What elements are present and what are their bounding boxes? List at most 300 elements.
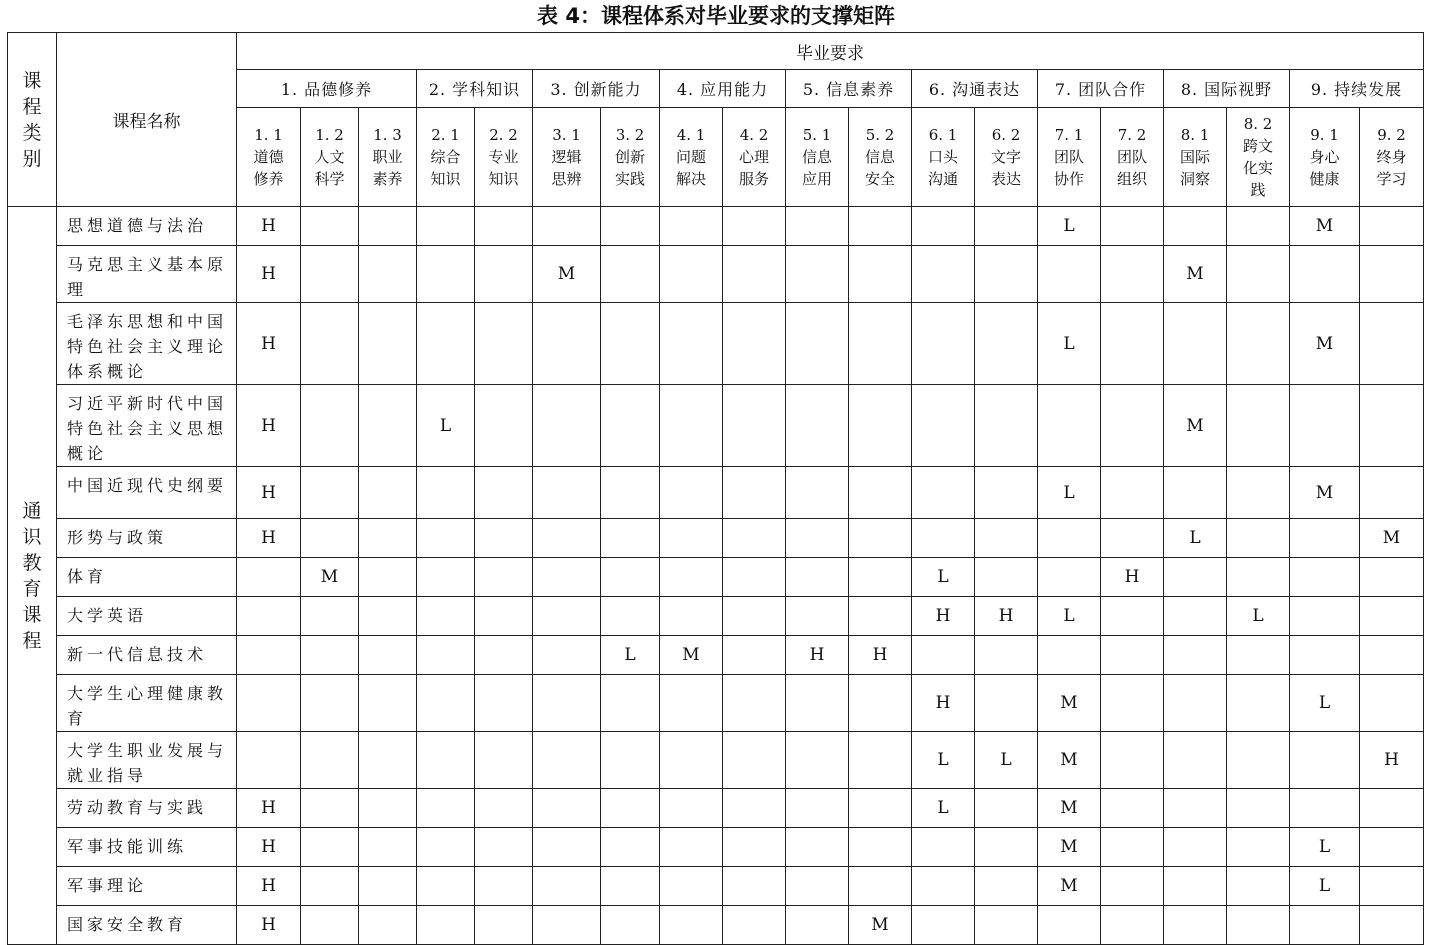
matrix-cell (301, 828, 359, 867)
matrix-cell: M (1164, 385, 1227, 467)
matrix-cell (723, 207, 786, 246)
sub-requirement-header (601, 108, 660, 207)
matrix-cell (786, 732, 849, 789)
matrix-cell (359, 558, 417, 597)
matrix-cell: H (786, 636, 849, 675)
sub-requirement-header (1290, 108, 1360, 207)
matrix-cell (723, 675, 786, 732)
sub-requirement-line: 信息 (801, 148, 832, 166)
matrix-cell (359, 906, 417, 945)
course-name-cell: 体育 (57, 558, 237, 597)
matrix-cell (1227, 732, 1290, 789)
matrix-cell (975, 558, 1038, 597)
matrix-cell (533, 207, 601, 246)
sub-requirement-line: 5. 2 (865, 126, 895, 144)
matrix-cell (475, 558, 533, 597)
matrix-cell (849, 732, 912, 789)
matrix-cell (723, 867, 786, 906)
matrix-cell (301, 303, 359, 385)
matrix-cell (1360, 597, 1424, 636)
matrix-cell (533, 519, 601, 558)
matrix-cell (723, 467, 786, 519)
matrix-cell (1360, 867, 1424, 906)
matrix-cell (849, 597, 912, 636)
matrix-cell (1290, 558, 1360, 597)
matrix-cell (1038, 385, 1101, 467)
matrix-cell (1101, 385, 1164, 467)
matrix-cell (1290, 246, 1360, 303)
matrix-cell (849, 789, 912, 828)
matrix-cell (237, 732, 301, 789)
matrix-cell: M (1038, 675, 1101, 732)
requirement-group-header: 5. 信息素养 (786, 70, 912, 108)
table-row (8, 867, 1424, 906)
table-row (8, 597, 1424, 636)
matrix-cell: H (237, 519, 301, 558)
requirement-group-header: 7. 团队合作 (1038, 70, 1164, 108)
matrix-cell (1164, 732, 1227, 789)
matrix-cell (533, 467, 601, 519)
table-row (8, 385, 1424, 467)
matrix-cell (601, 303, 660, 385)
matrix-cell (786, 558, 849, 597)
matrix-cell (786, 789, 849, 828)
matrix-cell: L (1038, 207, 1101, 246)
course-name-cell: 毛泽东思想和中国特色社会主义理论体系概论 (57, 303, 237, 385)
matrix-cell (1227, 303, 1290, 385)
matrix-cell (533, 558, 601, 597)
matrix-cell: L (1227, 597, 1290, 636)
matrix-cell (1101, 636, 1164, 675)
matrix-cell (1101, 467, 1164, 519)
graduation-requirements-header: 毕业要求 (237, 33, 1424, 70)
sub-requirement-line: 2. 2 (489, 126, 518, 144)
matrix-cell (359, 303, 417, 385)
matrix-cell (1290, 385, 1360, 467)
matrix-cell (912, 303, 975, 385)
course-name-cell: 大学英语 (57, 597, 237, 636)
sub-requirement-line: 团队 (1053, 148, 1084, 166)
matrix-cell (475, 906, 533, 945)
matrix-cell: H (237, 789, 301, 828)
matrix-cell: H (237, 467, 301, 519)
matrix-cell (533, 636, 601, 675)
sub-requirement-line: 1. 2 (315, 126, 344, 144)
sub-requirement-line: 7. 2 (1117, 126, 1147, 144)
matrix-cell (1164, 558, 1227, 597)
category-cell-char: 育 (22, 577, 42, 600)
matrix-cell (975, 636, 1038, 675)
sub-requirement-line: 组织 (1116, 170, 1147, 188)
matrix-cell (359, 675, 417, 732)
sub-requirement-line: 化实 (1242, 159, 1273, 177)
matrix-cell (849, 246, 912, 303)
sub-requirement-line: 实践 (614, 170, 645, 188)
category-header-char: 程 (22, 95, 42, 118)
category-cell-char: 通 (22, 499, 42, 522)
matrix-cell (1164, 597, 1227, 636)
matrix-cell (1164, 303, 1227, 385)
sub-requirement-line: 道德 (253, 148, 284, 166)
sub-requirement-line: 口头 (927, 148, 958, 166)
matrix-cell (723, 519, 786, 558)
matrix-cell (660, 906, 723, 945)
matrix-cell (660, 789, 723, 828)
matrix-cell: M (1038, 828, 1101, 867)
matrix-cell (723, 906, 786, 945)
matrix-cell (786, 906, 849, 945)
sub-requirement-line: 4. 2 (739, 126, 769, 144)
matrix-cell (1227, 867, 1290, 906)
matrix-cell: H (237, 828, 301, 867)
matrix-cell (417, 246, 475, 303)
matrix-cell (417, 867, 475, 906)
matrix-cell (1290, 906, 1360, 945)
matrix-cell (786, 303, 849, 385)
sub-requirement-line: 专业 (488, 148, 519, 166)
matrix-cell (1360, 303, 1424, 385)
matrix-cell (1290, 597, 1360, 636)
header-row-requirements (8, 33, 1424, 70)
matrix-cell (1164, 207, 1227, 246)
matrix-cell (601, 732, 660, 789)
table-row (8, 906, 1424, 945)
category-cell-char: 程 (22, 629, 42, 652)
matrix-cell (1360, 636, 1424, 675)
course-name-cell: 劳动教育与实践 (57, 789, 237, 828)
matrix-cell (1227, 906, 1290, 945)
matrix-cell (359, 828, 417, 867)
matrix-cell (912, 246, 975, 303)
matrix-cell (1164, 467, 1227, 519)
requirement-group-header: 3. 创新能力 (533, 70, 660, 108)
course-name-cell: 大学生心理健康教育 (57, 675, 237, 732)
matrix-cell (1101, 207, 1164, 246)
matrix-cell (1290, 732, 1360, 789)
matrix-cell (601, 385, 660, 467)
matrix-cell (1227, 675, 1290, 732)
sub-requirement-line: 2. 1 (431, 126, 460, 144)
matrix-cell (359, 732, 417, 789)
sub-requirement-line: 沟通 (927, 170, 958, 188)
matrix-cell: M (1038, 867, 1101, 906)
sub-requirement-line: 健康 (1309, 170, 1340, 188)
matrix-cell (723, 246, 786, 303)
requirement-group-header: 2. 学科知识 (417, 70, 533, 108)
matrix-cell (475, 467, 533, 519)
course-name-cell: 新一代信息技术 (57, 636, 237, 675)
matrix-cell (533, 867, 601, 906)
sub-requirement-header (723, 108, 786, 207)
matrix-cell (1360, 246, 1424, 303)
course-name-cell: 军事技能训练 (57, 828, 237, 867)
category-header-char: 类 (22, 121, 42, 144)
matrix-cell (601, 597, 660, 636)
sub-requirement-line: 团队 (1116, 148, 1147, 166)
matrix-cell (359, 385, 417, 467)
matrix-cell (660, 675, 723, 732)
matrix-cell (1227, 467, 1290, 519)
matrix-cell (301, 246, 359, 303)
sub-requirement-line: 1. 1 (254, 126, 283, 144)
requirement-group-header: 4. 应用能力 (660, 70, 786, 108)
sub-requirement-header (660, 108, 723, 207)
table-row (8, 519, 1424, 558)
matrix-cell (1038, 558, 1101, 597)
matrix-cell (533, 906, 601, 945)
matrix-cell (975, 246, 1038, 303)
matrix-cell (849, 558, 912, 597)
matrix-cell (359, 597, 417, 636)
course-name-cell: 中国近现代史纲要 (57, 467, 237, 519)
matrix-cell (975, 675, 1038, 732)
matrix-cell (475, 828, 533, 867)
matrix-cell (601, 558, 660, 597)
matrix-cell (417, 558, 475, 597)
matrix-cell (475, 675, 533, 732)
sub-requirement-line: 科学 (314, 170, 345, 188)
matrix-cell (475, 303, 533, 385)
table-row (8, 207, 1424, 246)
sub-requirement-line: 9. 1 (1310, 126, 1339, 144)
sub-requirement-line: 身心 (1309, 148, 1340, 166)
matrix-cell (660, 558, 723, 597)
matrix-cell: M (1360, 519, 1424, 558)
matrix-cell (912, 207, 975, 246)
matrix-cell (660, 867, 723, 906)
matrix-cell: L (601, 636, 660, 675)
matrix-cell (1360, 789, 1424, 828)
matrix-cell (660, 732, 723, 789)
sub-requirement-line: 表达 (990, 170, 1021, 188)
matrix-cell (1360, 385, 1424, 467)
category-header-char: 别 (22, 147, 42, 170)
sub-requirement-header (912, 108, 975, 207)
matrix-cell (1038, 519, 1101, 558)
matrix-cell (601, 675, 660, 732)
matrix-cell (417, 828, 475, 867)
matrix-cell (1227, 385, 1290, 467)
matrix-cell (849, 467, 912, 519)
matrix-cell (417, 303, 475, 385)
matrix-cell (723, 558, 786, 597)
matrix-cell (1360, 906, 1424, 945)
matrix-cell: M (1038, 789, 1101, 828)
matrix-cell (723, 789, 786, 828)
table-row (8, 303, 1424, 385)
matrix-cell: H (237, 207, 301, 246)
matrix-cell (786, 675, 849, 732)
matrix-cell (601, 906, 660, 945)
matrix-cell (601, 519, 660, 558)
matrix-cell (723, 385, 786, 467)
course-name-cell: 国家安全教育 (57, 906, 237, 945)
matrix-cell (359, 467, 417, 519)
matrix-cell (301, 732, 359, 789)
matrix-cell (237, 558, 301, 597)
matrix-cell (1360, 207, 1424, 246)
matrix-cell (723, 636, 786, 675)
matrix-cell (1038, 906, 1101, 945)
matrix-cell: H (237, 385, 301, 467)
sub-requirement-header (849, 108, 912, 207)
matrix-cell (475, 636, 533, 675)
matrix-cell: M (301, 558, 359, 597)
matrix-cell (912, 867, 975, 906)
sub-requirement-line: 学习 (1376, 170, 1407, 188)
matrix-cell (237, 675, 301, 732)
course-name-cell: 形势与政策 (57, 519, 237, 558)
matrix-cell: H (237, 246, 301, 303)
matrix-cell (660, 597, 723, 636)
matrix-cell (533, 789, 601, 828)
matrix-cell (301, 207, 359, 246)
category-cell (8, 207, 57, 945)
matrix-cell (975, 467, 1038, 519)
category-header-char: 课 (22, 69, 42, 92)
matrix-cell (1227, 636, 1290, 675)
sub-requirement-header (237, 108, 301, 207)
matrix-cell (1360, 675, 1424, 732)
table-row (8, 467, 1424, 519)
matrix-cell (533, 675, 601, 732)
sub-requirement-header (1101, 108, 1164, 207)
sub-requirement-line: 7. 1 (1054, 126, 1084, 144)
sub-requirement-header (417, 108, 475, 207)
matrix-cell (912, 828, 975, 867)
matrix-cell: L (417, 385, 475, 467)
matrix-cell (1227, 519, 1290, 558)
sub-requirement-line: 国际 (1179, 148, 1210, 166)
matrix-cell: M (1290, 207, 1360, 246)
matrix-cell (1290, 519, 1360, 558)
course-name-cell: 思想道德与法治 (57, 207, 237, 246)
sub-requirement-header (1360, 108, 1424, 207)
matrix-cell (786, 467, 849, 519)
matrix-cell (723, 828, 786, 867)
sub-requirement-line: 服务 (738, 170, 769, 188)
matrix-cell: M (1290, 303, 1360, 385)
sub-requirement-line: 安全 (864, 170, 895, 188)
matrix-cell (975, 385, 1038, 467)
matrix-cell: H (849, 636, 912, 675)
matrix-cell (417, 789, 475, 828)
matrix-cell (1038, 246, 1101, 303)
matrix-cell (601, 828, 660, 867)
matrix-cell (533, 303, 601, 385)
matrix-cell: H (237, 906, 301, 945)
sub-requirement-line: 6. 2 (991, 126, 1021, 144)
sub-requirement-line: 修养 (253, 170, 284, 188)
matrix-cell (359, 519, 417, 558)
matrix-cell: M (1038, 732, 1101, 789)
table-row (8, 789, 1424, 828)
matrix-cell (912, 636, 975, 675)
matrix-cell (359, 867, 417, 906)
sub-requirement-line: 9. 2 (1377, 126, 1406, 144)
matrix-cell (660, 828, 723, 867)
matrix-cell (417, 597, 475, 636)
matrix-cell: L (975, 732, 1038, 789)
sub-requirement-header (359, 108, 417, 207)
sub-requirement-line: 文字 (990, 148, 1021, 166)
sub-requirement-line: 洞察 (1179, 170, 1210, 188)
matrix-cell (475, 207, 533, 246)
matrix-cell: M (660, 636, 723, 675)
matrix-cell (301, 519, 359, 558)
matrix-cell (849, 828, 912, 867)
matrix-cell (1101, 789, 1164, 828)
matrix-cell (301, 867, 359, 906)
matrix-cell (660, 467, 723, 519)
matrix-cell (601, 207, 660, 246)
matrix-cell (1101, 246, 1164, 303)
matrix-cell (237, 597, 301, 636)
matrix-cell (301, 467, 359, 519)
matrix-cell (359, 207, 417, 246)
sub-requirement-line: 5. 1 (802, 126, 832, 144)
matrix-cell (786, 385, 849, 467)
sub-requirement-line: 综合 (430, 148, 461, 166)
matrix-cell (601, 867, 660, 906)
matrix-cell (475, 867, 533, 906)
requirement-group-header: 1. 品德修养 (237, 70, 417, 108)
matrix-cell: L (1038, 303, 1101, 385)
matrix-cell (1101, 732, 1164, 789)
sub-requirement-line: 解决 (675, 170, 706, 188)
table-title: 表 4：课程体系对毕业要求的支撑矩阵 (537, 4, 895, 28)
matrix-cell (1360, 828, 1424, 867)
matrix-cell: H (975, 597, 1038, 636)
matrix-cell: M (1290, 467, 1360, 519)
matrix-cell (660, 303, 723, 385)
sub-requirement-line: 素养 (372, 170, 403, 188)
matrix-cell (533, 597, 601, 636)
matrix-cell (475, 385, 533, 467)
matrix-cell (533, 732, 601, 789)
matrix-cell (975, 906, 1038, 945)
matrix-cell (1101, 867, 1164, 906)
matrix-cell: M (533, 246, 601, 303)
matrix-cell (912, 906, 975, 945)
sub-requirement-line: 1. 3 (373, 126, 402, 144)
matrix-cell: H (1360, 732, 1424, 789)
matrix-cell (475, 519, 533, 558)
matrix-cell (660, 246, 723, 303)
requirement-group-header: 6. 沟通表达 (912, 70, 1038, 108)
matrix-cell (660, 519, 723, 558)
matrix-cell (1101, 675, 1164, 732)
matrix-cell (849, 303, 912, 385)
support-matrix-table (7, 32, 1424, 945)
matrix-cell (1360, 558, 1424, 597)
matrix-cell (301, 675, 359, 732)
course-name-header: 课程名称 (57, 33, 237, 207)
matrix-cell (417, 636, 475, 675)
sub-requirement-line: 知识 (430, 170, 461, 188)
matrix-cell: L (912, 558, 975, 597)
matrix-cell: L (912, 732, 975, 789)
matrix-cell (1227, 558, 1290, 597)
matrix-cell (786, 867, 849, 906)
matrix-cell (1360, 467, 1424, 519)
matrix-cell (1164, 789, 1227, 828)
matrix-cell (975, 303, 1038, 385)
sub-requirement-header (1038, 108, 1101, 207)
requirement-group-header: 9. 持续发展 (1290, 70, 1424, 108)
matrix-cell (301, 597, 359, 636)
matrix-cell (1227, 207, 1290, 246)
